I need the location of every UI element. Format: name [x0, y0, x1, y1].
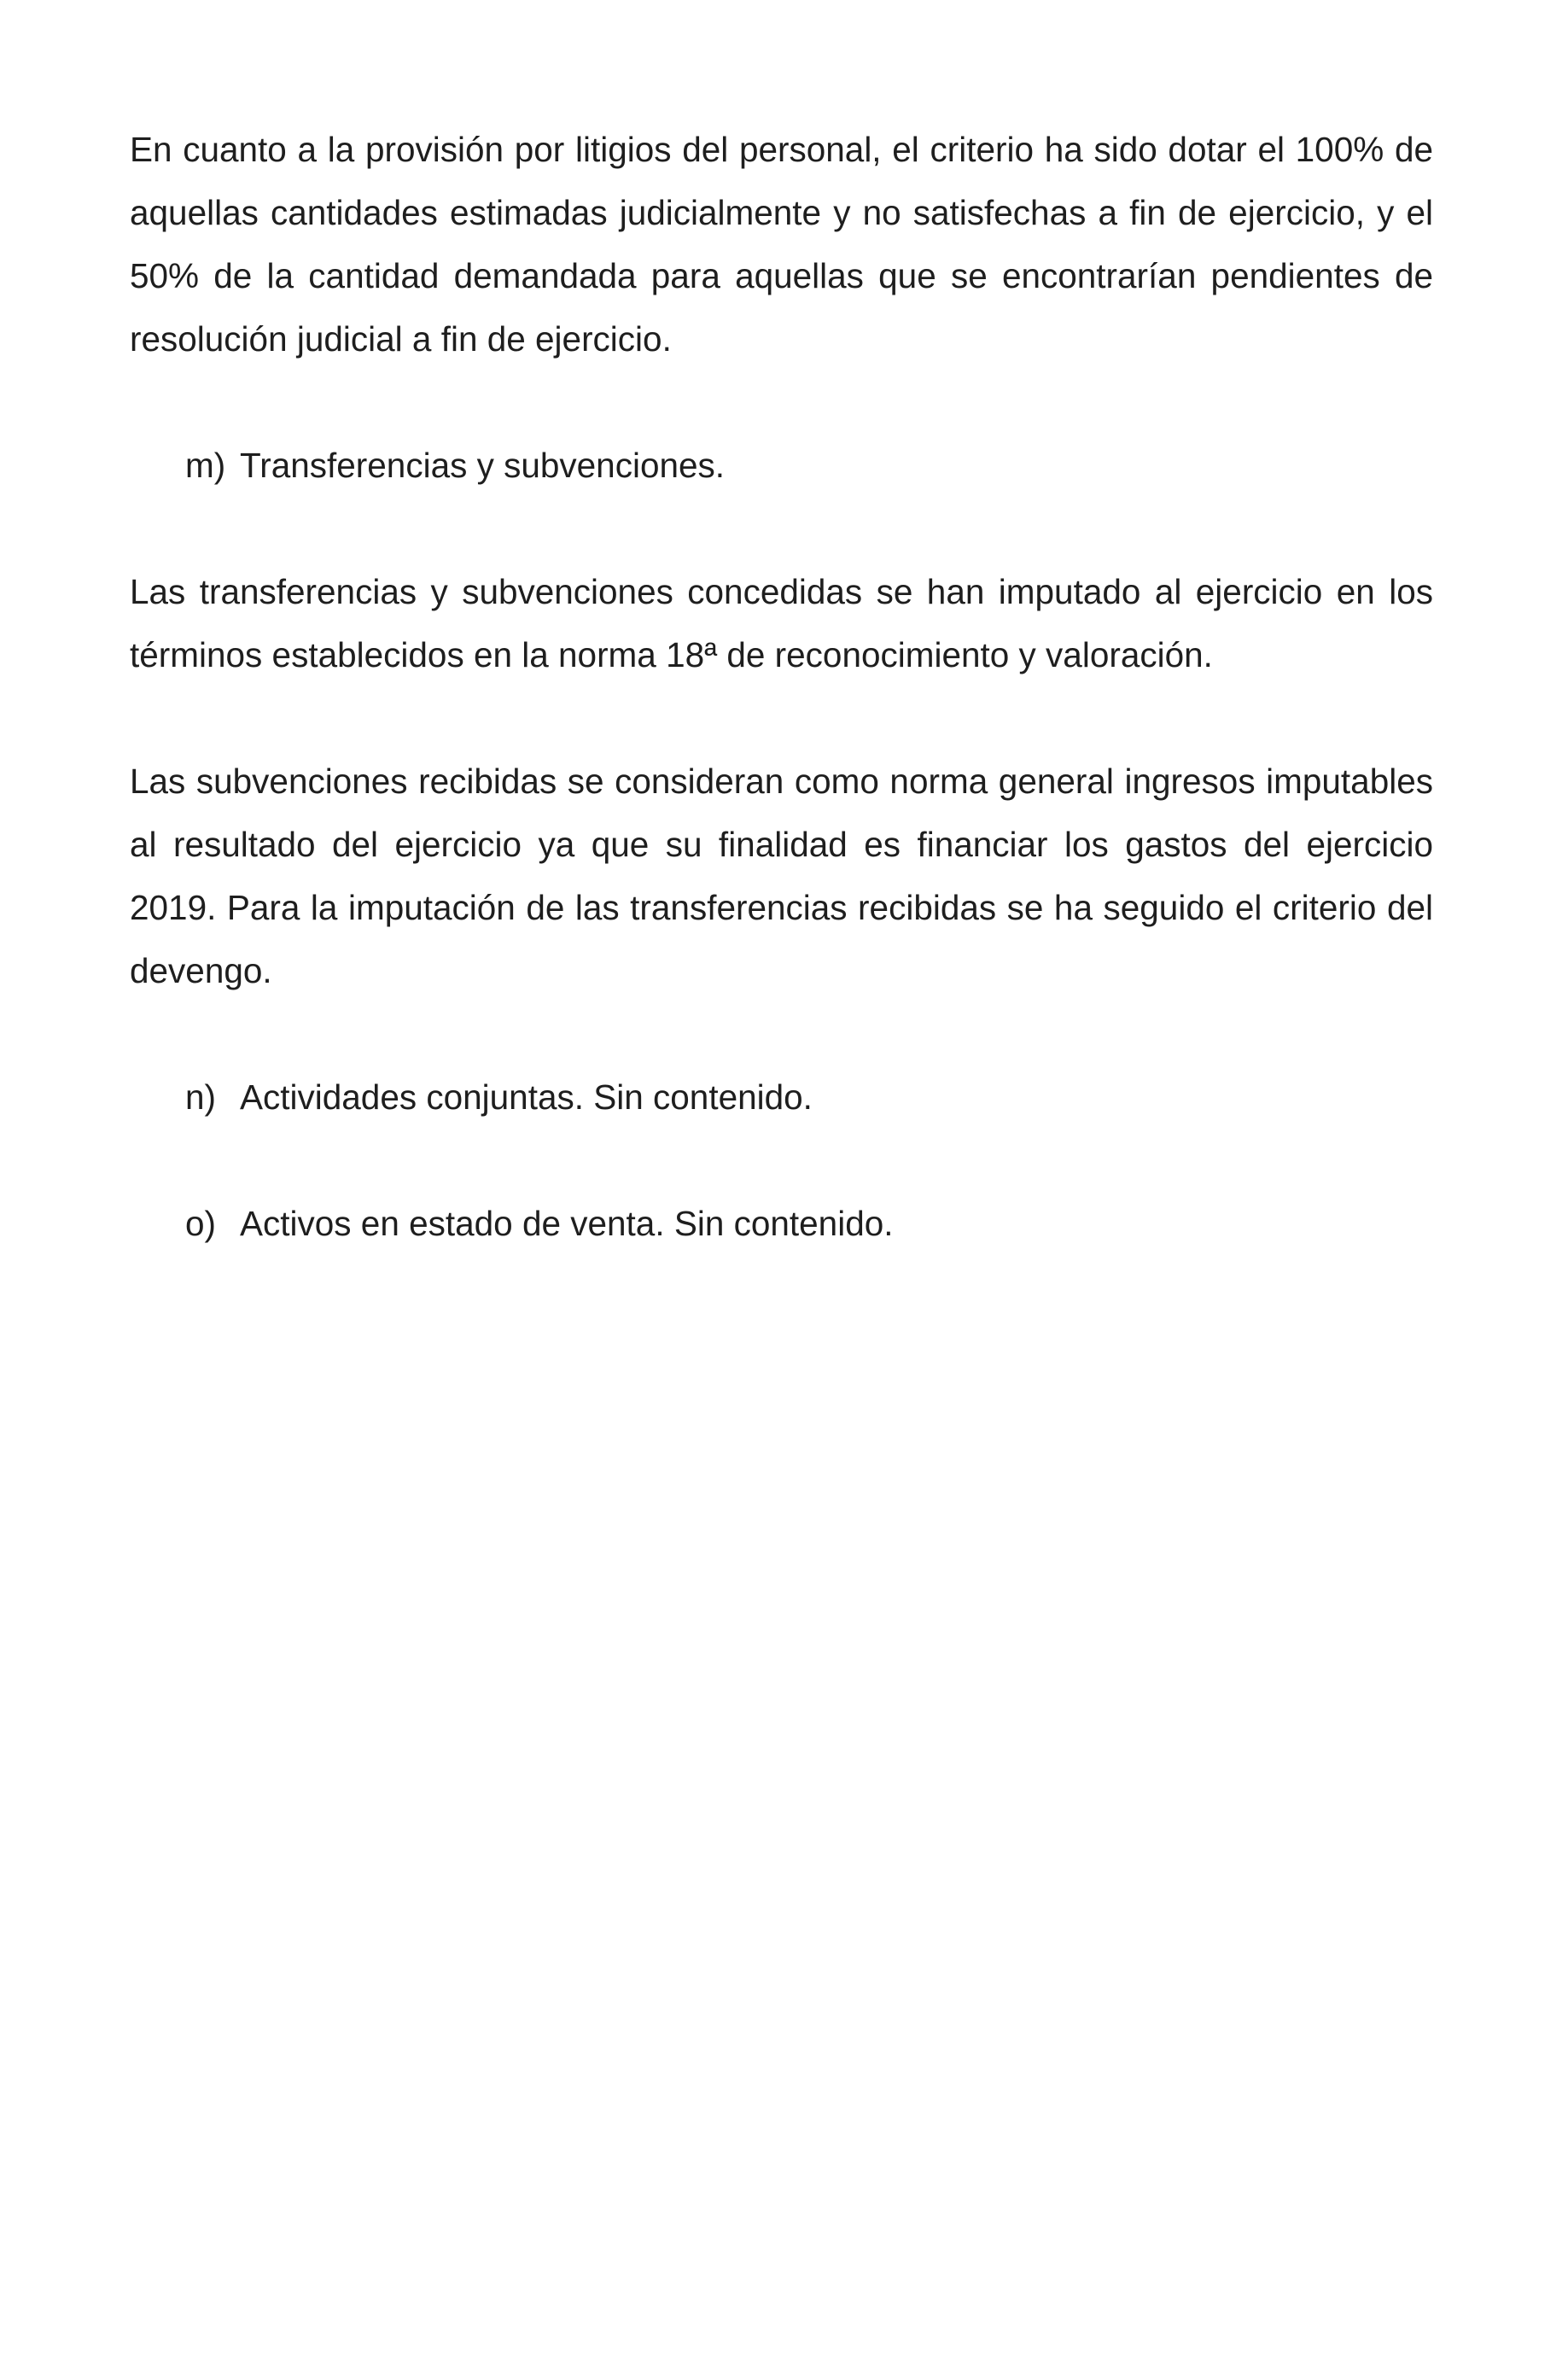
spacer: [130, 1002, 1433, 1065]
spacer: [130, 1129, 1433, 1192]
list-marker: m): [185, 446, 226, 485]
list-item-o: [130, 1192, 1433, 1255]
list-item-m: [130, 434, 1433, 497]
paragraph-transferencias-concedidas: Las transferencias y subvenciones concedidas se han imputado al ejercicio en los términos establecidos en la norma 18ª de reconocimiento y valoración.: [130, 572, 1433, 674]
list-item-text: Actividades conjuntas. Sin contenido.: [240, 1077, 813, 1117]
list-item-text: Transferencias y subvenciones.: [240, 446, 726, 485]
document-body: [130, 118, 1433, 1255]
spacer: [130, 686, 1433, 750]
list-marker: n): [185, 1077, 217, 1117]
list-item-text: Activos en estado de venta. Sin contenido.: [240, 1204, 894, 1243]
list-marker: o): [185, 1204, 217, 1243]
paragraph-provision-litigios: En cuanto a la provisión por litigios del personal, el criterio ha sido dotar el 100% de aquellas cantidades estimadas judicialmente y no satisfechas a fin de ejercicio, y el 50% de la cantidad demandada para aquellas que se encontrarían pendientes de resolución judicial a fin de ejercicio.: [130, 130, 1433, 359]
spacer: [130, 371, 1433, 434]
paragraph-subvenciones-recibidas: Las subvenciones recibidas se consideran como norma general ingresos imputables al resultado del ejercicio ya que su finalidad es financiar los gastos del ejercicio 2019. Para la imputación de las transferencias recibidas se ha seguido el criterio del devengo.: [130, 762, 1433, 990]
spacer: [130, 497, 1433, 560]
list-item-n: [130, 1065, 1433, 1129]
